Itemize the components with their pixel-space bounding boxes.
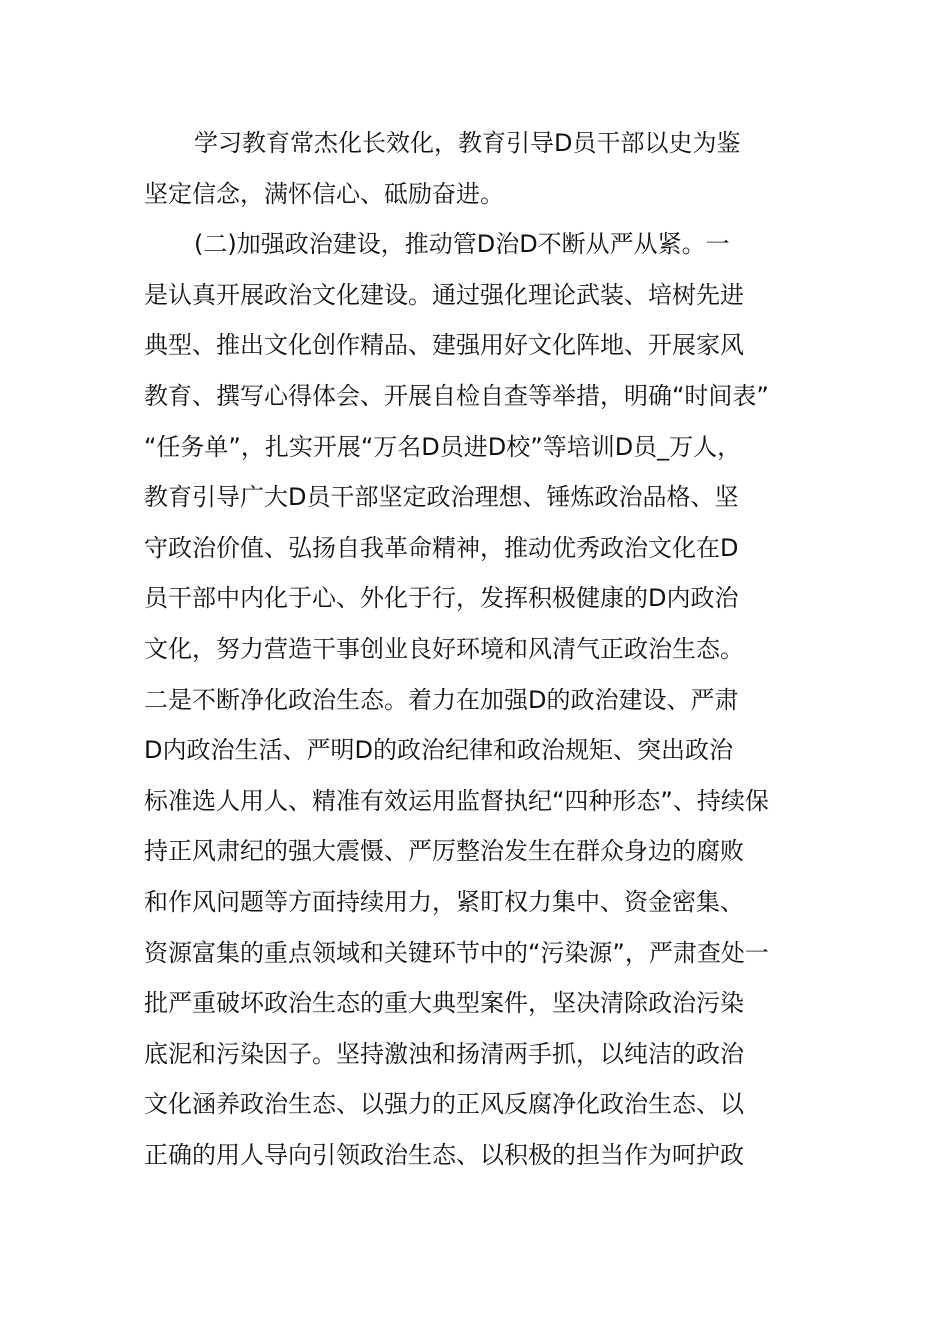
text-line: 和作风问题等方面持续用力，紧盯权力集中、资金密集、 — [144, 887, 744, 916]
text-line: 持正风肃纪的强大震慑、严厉整治发生在群众身边的腐败 — [144, 837, 744, 866]
text-line: 学习教育常杰化长效化，教育引导D员干部以史为鉴 — [194, 129, 741, 157]
text-line: 是认真开展政治文化建设。通过强化理论武装、培树先进 — [144, 280, 744, 309]
text-line: 资源富集的重点领域和关键环节中的“污染源”，严肃查处一 — [144, 938, 769, 967]
text-line: D内政治生活、严明D的政治纪律和政治规矩、突出政治 — [144, 736, 733, 765]
text-line: 批严重破坏政治生态的重大典型案件，坚决清除政治污染 — [144, 989, 744, 1018]
text-line: 文化，努力营造干事创业良好环境和风清气正政治生态。 — [144, 634, 744, 663]
text-line: 教育引导广大D员干部坚定政治理想、锤炼政治品格、坚 — [144, 483, 739, 512]
text-line: 典型、推出文化创作精品、建强用好文化阵地、开展家风 — [144, 331, 744, 360]
text-line: 坚定信念，满怀信心、砥励奋进。 — [144, 179, 504, 208]
text-line: 文化涵养政治生态、以强力的正风反腐净化政治生态、以 — [144, 1090, 744, 1119]
text-line: 底泥和污染因子。坚持激浊和扬清两手抓，以纯洁的政治 — [144, 1039, 744, 1068]
text-line: (二)加强政治建设，推动管D治D不断从严从紧。一 — [194, 230, 730, 259]
text-line: 二是不断净化政治生态。着力在加强D的政治建设、严肃 — [144, 685, 739, 714]
text-line: 员干部中内化于心、外化于行，发挥积极健康的D内政治 — [144, 584, 739, 613]
text-line: “任务单”，扎实开展“万名D员进D校”等培训D员_万人， — [144, 432, 742, 461]
text-line: 标准选人用人、精准有效运用监督执纪“四种形态”、持续保 — [144, 786, 769, 815]
text-line: 守政治价值、弘扬自我革命精神，推动优秀政治文化在D — [144, 533, 739, 562]
text-line: 教育、撰写心得体会、开展自检自查等举措，明确“时间表” — [144, 381, 769, 410]
body-text — [144, 118, 810, 1180]
text-line: 正确的用人导向引领政治生态、以积极的担当作为呵护政 — [144, 1140, 744, 1169]
